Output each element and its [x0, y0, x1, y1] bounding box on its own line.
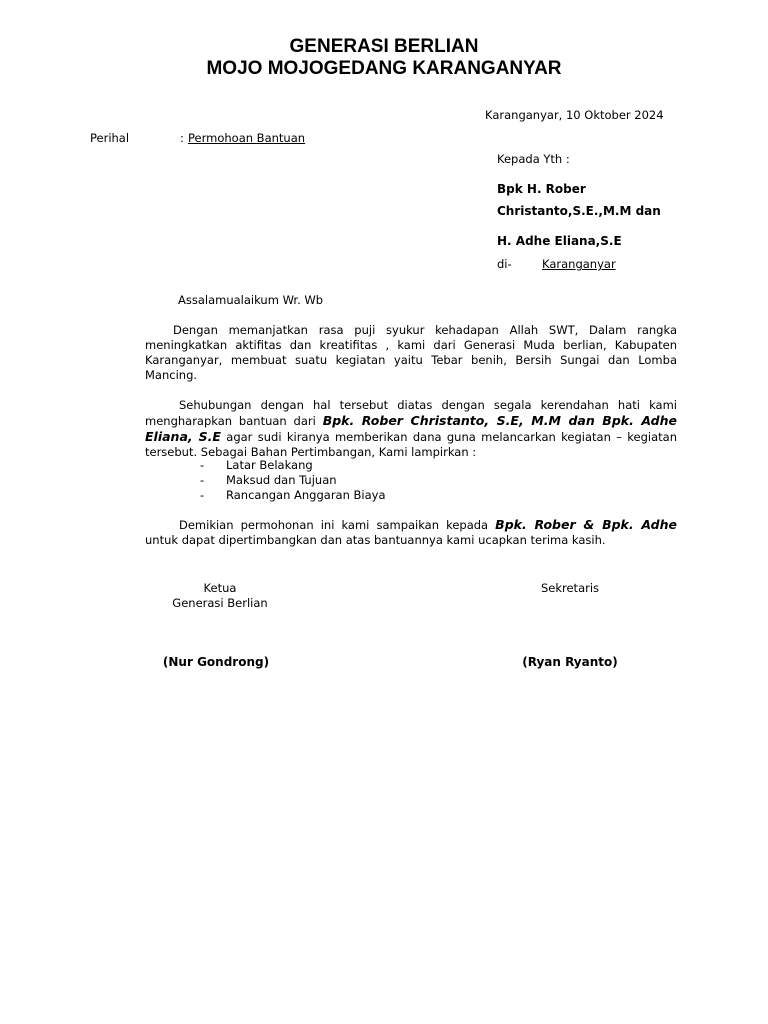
paragraph-closing-text1: Demikian permohonan ini kami sampaikan kepada	[179, 518, 496, 532]
perihal-value: Permohoan Bantuan	[188, 131, 306, 145]
paragraph-closing	[145, 517, 677, 548]
paragraph-request-text2: agar sudi kiranya memberikan dana guna melancarkan kegiatan – kegiatan tersebut. Sebagai Bahan Pertimbangan, Kami lampirkan :	[145, 430, 677, 459]
recipient-kepada: Kepada Yth :	[497, 152, 570, 166]
signature-right-name: (Ryan Ryanto)	[522, 655, 618, 669]
perihal-label: Perihal	[90, 131, 130, 145]
list-item-text: Latar Belakang	[226, 458, 313, 472]
paragraph-request-recipients: Bpk. Rober Christanto, S.E, M.M dan Bpk. Adhe Eliana, S.E	[145, 413, 677, 444]
recipient-name-line1: Bpk H. Rober	[497, 182, 586, 196]
list-dash: -	[200, 488, 205, 502]
paragraph-request-text1: Sehubungan dengan hal tersebut diatas dengan segala kerendahan hati kami mengharapkan bantuan dari	[145, 398, 677, 428]
signature-right-title: Sekretaris	[540, 581, 600, 595]
paragraph-intro-text: Dengan memanjatkan rasa puji syukur kehadapan Allah SWT, Dalam rangka meningkatkan aktifitas dan kreatifitas , kami dari Generasi Muda berlian, Kabupaten Karanganyar, membuat suatu kegiatan yaitu Tebar benih, Bersih Sungai dan Lomba Mancing.	[145, 323, 677, 382]
list-item	[200, 488, 386, 503]
perihal-colon: :	[180, 131, 184, 145]
signature-left-name: (Nur Gondrong)	[162, 655, 270, 669]
paragraph-closing-recipients: Bpk. Rober & Bpk. Adhe	[495, 517, 677, 532]
list-item-text: Rancangan Anggaran Biaya	[226, 488, 386, 502]
recipient-place: Karanganyar	[542, 257, 616, 271]
header-org-name: GENERASI BERLIAN	[289, 36, 479, 57]
list-item	[200, 473, 386, 488]
signature-left-title: Ketua	[203, 581, 237, 595]
greeting: Assalamualaikum Wr. Wb	[178, 293, 324, 307]
paragraph-intro	[145, 323, 677, 383]
letter-date: Karanganyar, 10 Oktober 2024	[485, 108, 664, 122]
paragraph-closing-text2: untuk dapat dipertimbangkan dan atas bantuannya kami ucapkan terima kasih.	[145, 533, 606, 547]
list-item-text: Maksud dan Tujuan	[226, 473, 337, 487]
paragraph-request	[145, 398, 677, 460]
list-dash: -	[200, 473, 205, 487]
list-item	[200, 458, 386, 473]
recipient-name-line2: Christanto,S.E.,M.M dan	[497, 204, 661, 218]
attachment-list	[200, 458, 386, 503]
recipient-name-line3: H. Adhe Eliana,S.E	[497, 234, 622, 248]
list-dash: -	[200, 458, 205, 472]
signature-left-org: Generasi Berlian	[172, 596, 268, 610]
header-address: MOJO MOJOGEDANG KARANGANYAR	[206, 58, 562, 79]
recipient-di: di-	[497, 257, 512, 271]
